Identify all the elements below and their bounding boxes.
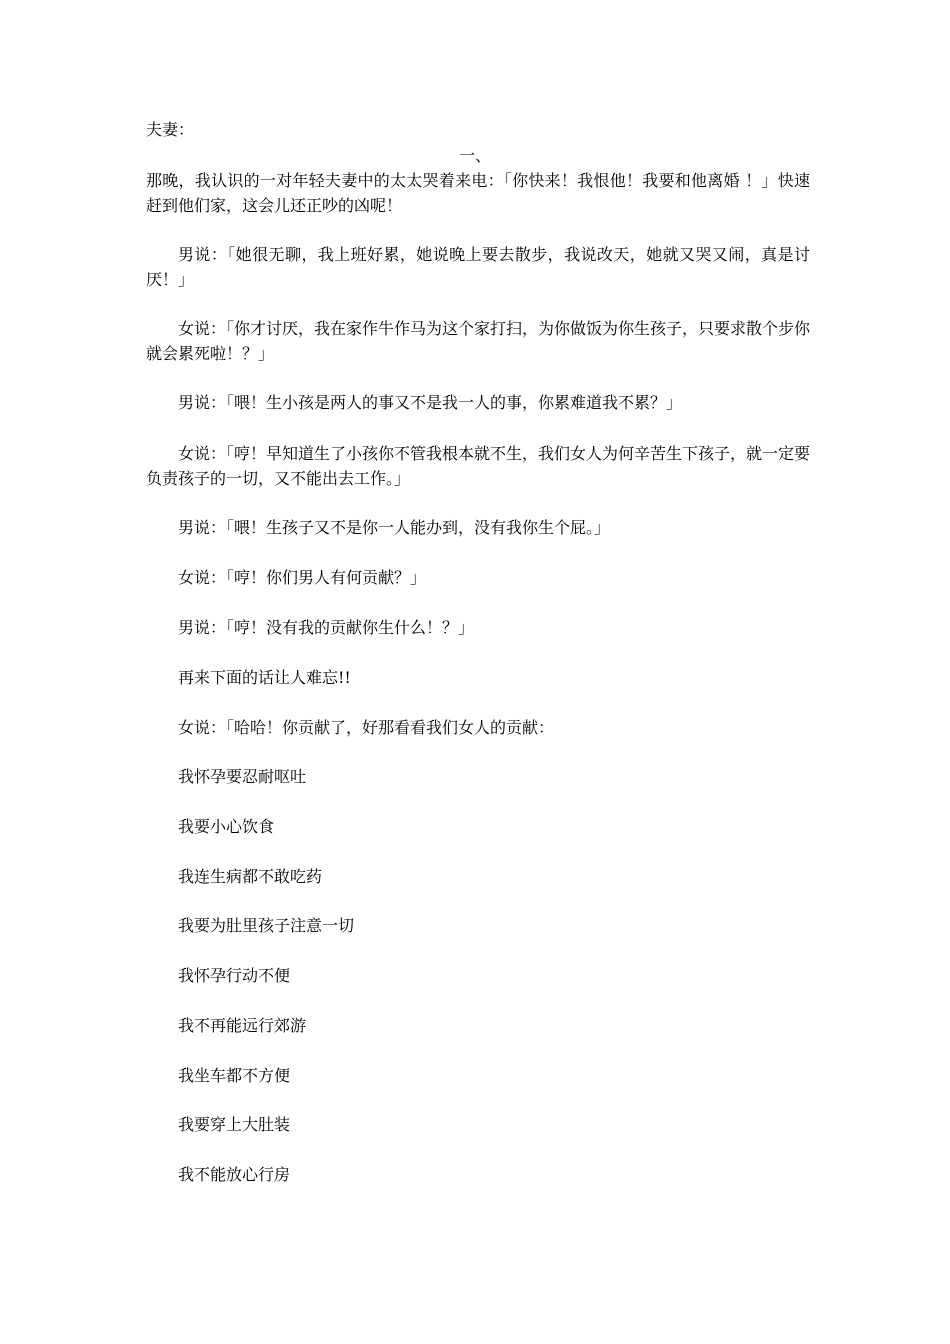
dialogue-paragraph: 男说：「喂！生孩子又不是你一人能办到，没有我你生个屁。」 — [178, 518, 611, 537]
list-item: 我要小心饮食 — [178, 817, 275, 836]
intro-paragraph: 那晚，我认识的一对年轻夫妻中的太太哭着来电：「你快来！我恨他！我要和他离婚 ！」快速赶到他们家，这会儿还正吵的凶呢！ — [146, 171, 810, 215]
dialogue-paragraph: 男说：「哼！没有我的贡献你生什么！？」 — [178, 618, 475, 637]
list-item: 我连生病都不敢吃药 — [178, 867, 323, 886]
list-item: 我坐车都不方便 — [178, 1066, 291, 1085]
list-item: 我不再能远行郊游 — [178, 1016, 307, 1035]
dialogue-paragraph: 女说：「哼！早知道生了小孩你不管我根本就不生，我们女人为何辛苦生下孩子，就一定要负责孩子的一切，又不能出去工作。」 — [146, 444, 811, 488]
list-item: 我要为肚里孩子注意一切 — [178, 916, 355, 935]
section-number: 一、 — [458, 146, 491, 165]
dialogue-paragraph: 女说：「你才讨厌，我在家作牛作马为这个家打扫，为你做饭为你生孩子，只要求散个步你就会累死啦！？」 — [146, 319, 811, 363]
dialogue-paragraph: 再来下面的话让人难忘!! — [178, 668, 351, 687]
document-title: 夫妻： — [146, 120, 195, 139]
list-item: 我怀孕行动不便 — [178, 966, 291, 985]
dialogue-paragraph: 男说：「她很无聊，我上班好累，她说晚上要去散步，我说改天，她就又哭又闹，真是讨厌！」 — [146, 245, 810, 289]
list-item: 我不能放心行房 — [178, 1165, 291, 1184]
list-item: 我要穿上大肚装 — [178, 1115, 291, 1134]
dialogue-paragraph: 男说：「喂！生小孩是两人的事又不是我一人的事，你累难道我不累？」 — [178, 393, 683, 412]
list-item: 我怀孕要忍耐呕吐 — [178, 767, 307, 786]
dialogue-paragraph: 女说：「哈哈！你贡献了，好那看看我们女人的贡献： — [178, 718, 555, 737]
dialogue-paragraph: 女说：「哼！你们男人有何贡献？」 — [178, 568, 427, 587]
